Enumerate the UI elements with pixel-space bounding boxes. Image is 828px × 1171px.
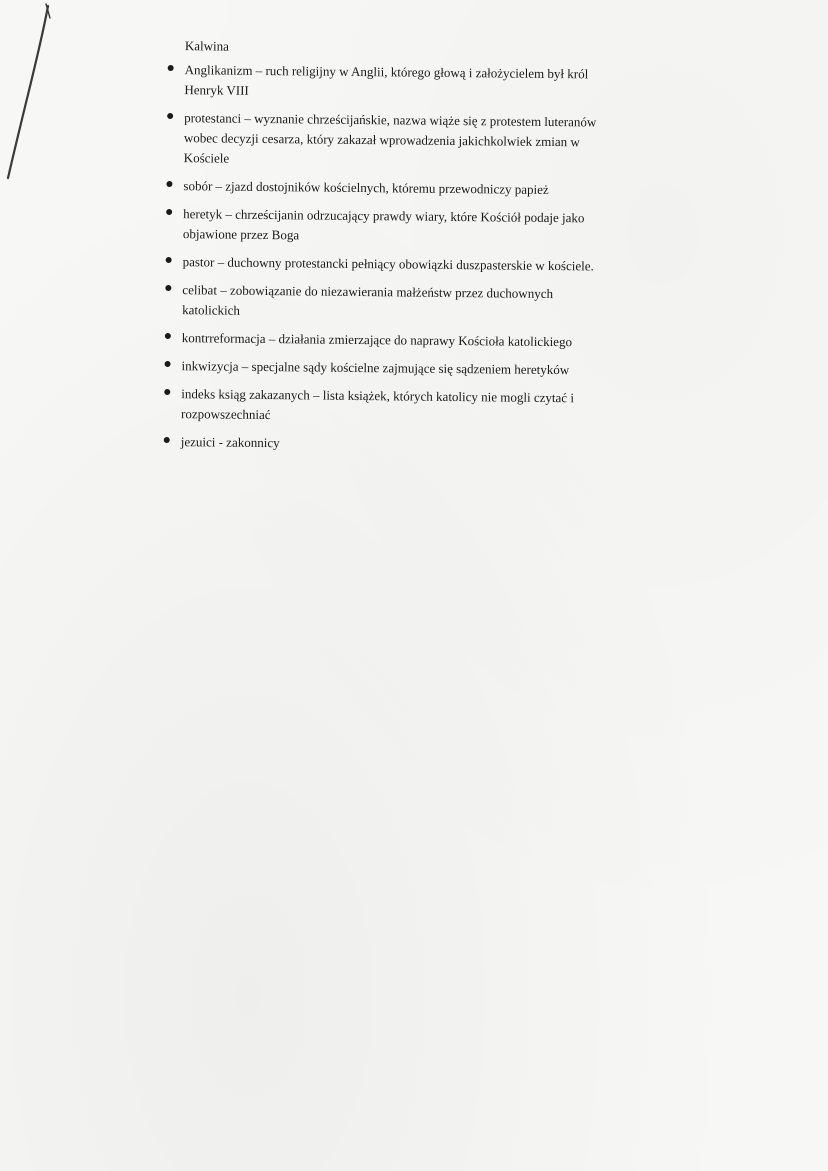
entry-line: pastor – duchowny protestancki pełniący obowiązki duszpasterskie w kościele. (182, 254, 594, 274)
entry-line: Kościele (183, 150, 230, 166)
bullet-icon (166, 181, 172, 187)
bullet-icon (165, 285, 171, 291)
bullet-icon (164, 389, 170, 395)
bullet-icon (167, 113, 173, 119)
entry-line: Henryk VIII (184, 82, 249, 98)
bullet-icon (165, 333, 171, 339)
glossary-entry (167, 108, 648, 173)
glossary-entry (165, 328, 645, 353)
entry-line: heretyk – chrześcijanin odrzucający prawdy wiary, które Kościół podaje jako (183, 206, 585, 226)
glossary-entry (164, 432, 644, 457)
entry-line: celibat – zobowiązanie do niezawierania małżeństw przez duchownych (182, 282, 554, 302)
continuation-line: Kalwina (184, 38, 230, 54)
glossary-entry (166, 252, 646, 277)
bullet-icon (166, 209, 172, 215)
glossary-entry (166, 176, 646, 201)
entry-line: inkwizycja – specjalne sądy kościelne zajmujące się sądzeniem heretyków (181, 358, 570, 378)
bullet-icon (168, 65, 174, 71)
entry-line: rozpowszechniać (180, 406, 271, 423)
glossary-entry (164, 356, 644, 381)
entry-line: sobór – zjazd dostojników kościelnych, któremu przewodniczy papież (183, 178, 549, 197)
pen-stroke-mark (0, 0, 60, 190)
bullet-icon (164, 437, 170, 443)
bullet-icon (165, 361, 171, 367)
entry-line: indeks ksiąg zakazanych – lista książek, których katolicy nie mogli czytać i (181, 386, 575, 406)
entry-line: jezuici - zakonnicy (180, 434, 280, 451)
entry-line: protestanci – wyznanie chrześcijańskie, nazwa wiąże się z protestem luteranów (184, 110, 597, 130)
entry-line: katolickich (182, 302, 240, 318)
entry-line: kontrreformacja – działania zmierzające do naprawy Kościoła katolickiego (181, 330, 573, 350)
glossary-entry (164, 384, 644, 429)
glossary-entry (167, 60, 647, 105)
entry-line: wobec decyzji cesarza, który zakazał wprowadzenia jakichkolwiek zmian w (183, 130, 580, 150)
glossary-entry (166, 204, 646, 249)
bullet-icon (166, 257, 172, 263)
glossary-entry (165, 280, 645, 325)
entry-line: objawione przez Boga (182, 226, 300, 243)
entry-line: Anglikanizm – ruch religijny w Anglii, którego głową i założycielem był król (184, 62, 589, 82)
glossary-list (164, 36, 648, 465)
